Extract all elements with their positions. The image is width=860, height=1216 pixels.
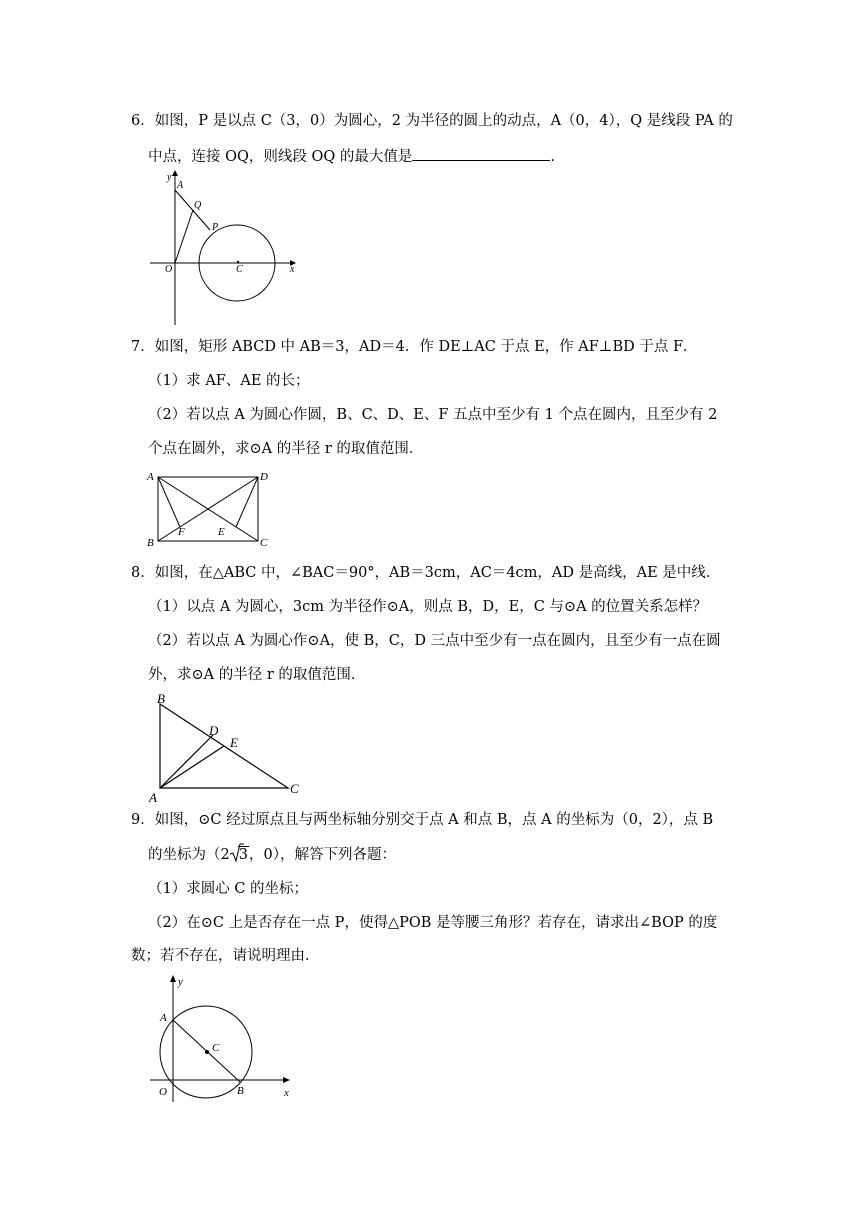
label-o: O	[159, 1086, 167, 1098]
q6-line-2-end: .	[550, 149, 555, 165]
q9-line-1: 9．如图，⊙C 经过原点且与两坐标轴分别交于点 A 和点 B，点 A 的坐标为（0，2），点 B	[131, 812, 714, 828]
radical-icon	[230, 843, 244, 863]
q8-line-3: （2）若以点 A 为圆心作⊙A，使 B，C，D 三点中至少有一点在圆内，且至少有一点在圆	[148, 633, 721, 649]
q9-line-2	[148, 845, 396, 865]
x-axis-arrow	[283, 1077, 290, 1083]
q8-line-2: （1）以点 A 为圆心，3cm 为半径作⊙A，则点 B，D，E，C 与⊙A 的位置关系怎样？	[148, 599, 708, 615]
label-o: O	[165, 264, 173, 275]
y-axis-arrow	[170, 975, 176, 982]
q9-line-5: 数；若不存在，请说明理由．	[131, 948, 320, 964]
sqrt-symbol	[230, 845, 249, 865]
q9-line-2-end: ，0），解答下列各题：	[248, 847, 396, 863]
q9-line-3: （1）求圆心 C 的坐标；	[148, 881, 309, 897]
label-q: Q	[194, 200, 202, 211]
q8-figure	[145, 690, 305, 805]
label-x: x	[284, 1087, 289, 1099]
label-b: B	[157, 691, 165, 706]
q9-line-2-start: 的坐标为（2	[148, 847, 230, 863]
label-a: A	[160, 1012, 167, 1024]
label-f: F	[178, 526, 185, 538]
q6-line-1: 6．如图，P 是以点 C（3，0）为圆心，2 为半径的圆上的动点，A（0，4），Q 是线段 PA 的	[131, 113, 733, 129]
q7-line-2: （1）求 AF、AE 的长；	[148, 373, 310, 389]
q7-line-4: 个点在圆外，求⊙A 的半径 r 的取值范围．	[148, 441, 424, 457]
q6-line-2-text: 中点，连接 OQ，则线段 OQ 的最大值是	[148, 149, 413, 165]
label-c: C	[236, 264, 243, 275]
label-d: D	[209, 723, 219, 738]
label-b: B	[237, 1085, 244, 1097]
label-y: y	[178, 976, 183, 988]
y-axis-arrow	[172, 170, 178, 176]
label-c: C	[212, 1042, 220, 1054]
label-c: C	[290, 781, 299, 796]
label-a: A	[147, 471, 154, 483]
q8-line-1: 8．如图，在△ABC 中，∠BAC＝90°，AB＝3cm，AC＝4cm，AD 是高线，AE 是中线．	[131, 565, 721, 581]
q7-line-3: （2）若以点 A 为圆心作圆，B、C、D、E、F 五点中至少有 1 个点在圆内，且至少有 2	[148, 407, 718, 423]
q7-figure	[145, 468, 275, 548]
label-y: y	[167, 172, 172, 183]
label-x: x	[290, 264, 295, 275]
label-c: C	[260, 537, 268, 549]
label-b: B	[147, 537, 154, 549]
label-a: A	[149, 790, 157, 805]
q8-line-4: 外，求⊙A 的半径 r 的取值范围．	[148, 667, 366, 683]
label-e: E	[230, 735, 238, 750]
sqrt-radicand: 3	[238, 847, 248, 863]
label-e: E	[218, 526, 225, 538]
q9-line-4: （2）在⊙C 上是否存在一点 P，使得△POB 是等腰三角形？若存在，请求出∠BOP 的度	[148, 915, 718, 931]
point-c	[205, 1050, 209, 1054]
label-a: A	[177, 180, 184, 191]
segment-ae	[160, 746, 224, 788]
point-c	[237, 261, 239, 263]
label-d: D	[260, 471, 268, 483]
q6-line-2	[148, 146, 555, 167]
label-p: P	[212, 222, 219, 233]
q6-figure	[140, 168, 310, 328]
q9-figure	[145, 972, 305, 1107]
segment-oq	[175, 210, 193, 263]
answer-blank[interactable]	[412, 146, 550, 161]
q7-line-1: 7．如图，矩形 ABCD 中 AB＝3，AD＝4．作 DE⊥AC 于点 E，作 AF⊥BD 于点 F．	[131, 339, 698, 355]
segment-ad	[160, 735, 213, 788]
